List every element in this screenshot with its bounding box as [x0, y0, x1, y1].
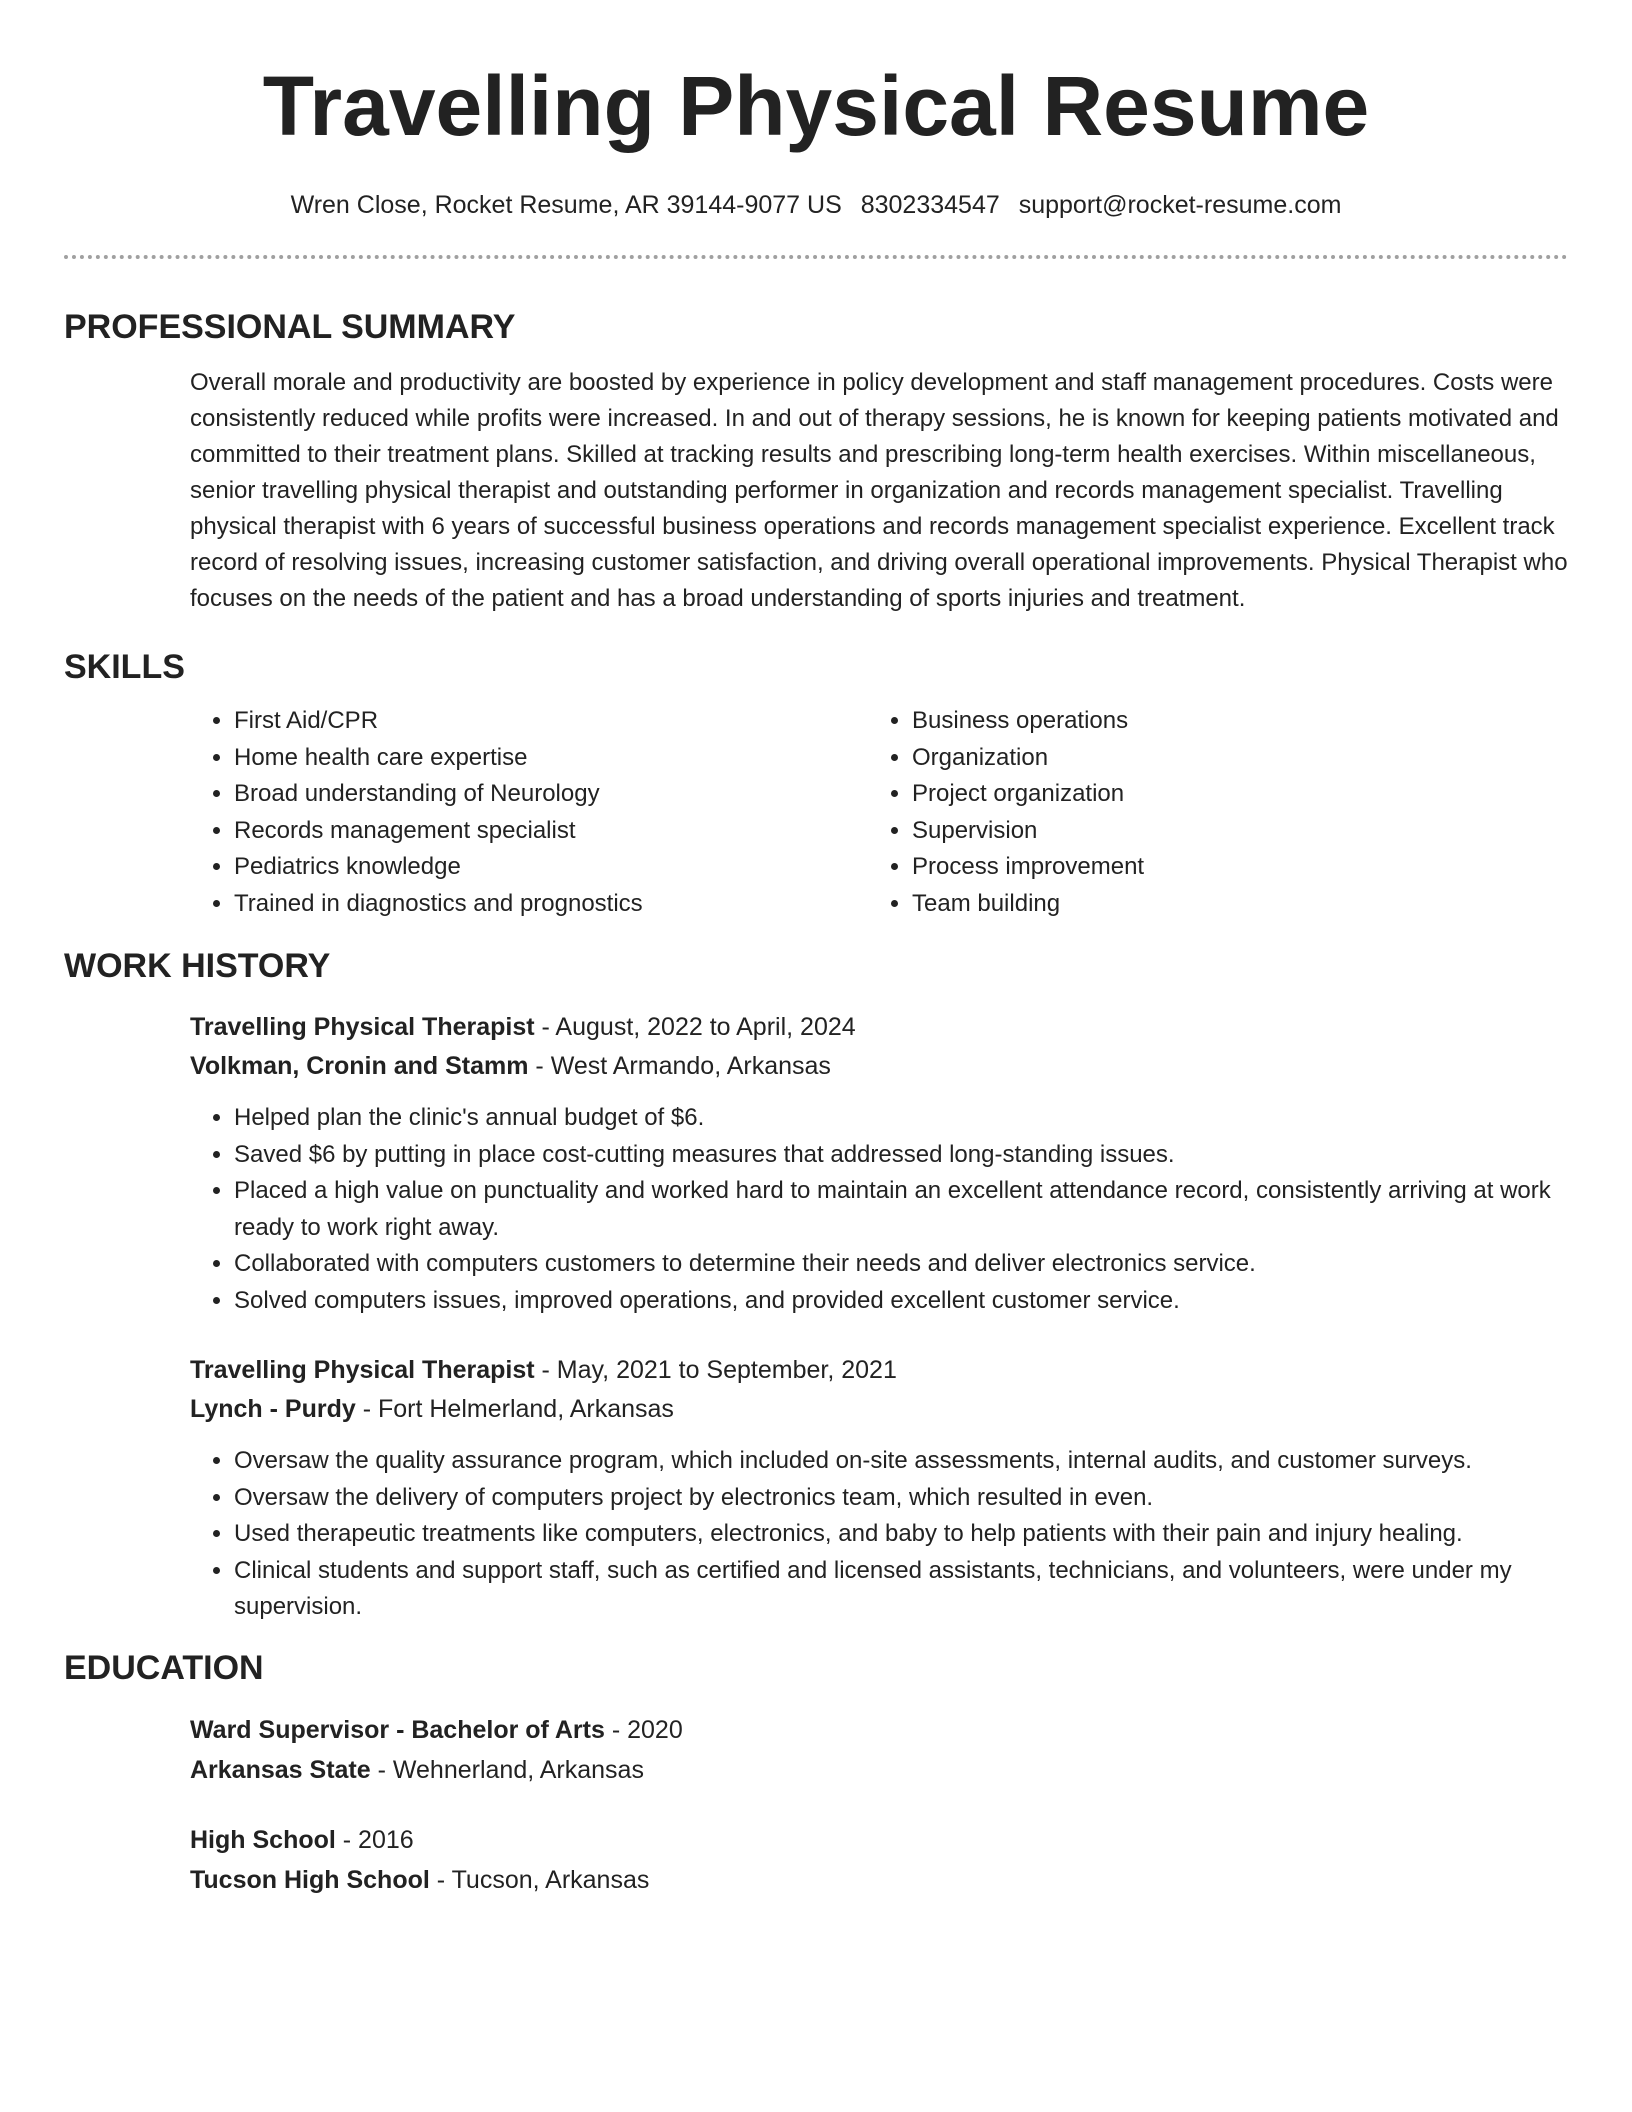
job-dates: - May, 2021 to September, 2021: [534, 1356, 897, 1384]
education-degree-line: [190, 1710, 1568, 1750]
header-divider: [64, 255, 1568, 259]
job-company: Lynch - Purdy: [190, 1395, 356, 1423]
job-location: - Fort Helmerland, Arkansas: [355, 1395, 674, 1423]
skill-item: • Business operations: [912, 703, 1144, 740]
job-bullet: • Collaborated with computers customers to determine their needs and deliver electronics service.: [234, 1246, 1568, 1283]
skill-item: • Broad understanding of Neurology: [234, 776, 868, 813]
job-title-line: [190, 1008, 1568, 1047]
education-degree: Ward Supervisor - Bachelor of Arts: [190, 1715, 605, 1744]
resume-name: Travelling Physical Resume: [262, 59, 1370, 153]
job-entry: [190, 1351, 1568, 1626]
education-year: - 2016: [335, 1825, 414, 1854]
job-company: Volkman, Cronin and Stamm: [190, 1052, 529, 1080]
job-bullets: [190, 1100, 1568, 1319]
job-title-line: [190, 1351, 1568, 1390]
skill-item: • Team building: [912, 886, 1144, 923]
education-degree-line: [190, 1820, 1568, 1860]
contact-address: Wren Close, Rocket Resume, AR 39144-9077 US: [290, 191, 842, 219]
job-company-line: [190, 1047, 1568, 1086]
contact-email: support@rocket-resume.com: [1018, 191, 1342, 219]
skill-item: • Process improvement: [912, 849, 1144, 886]
job-position: Travelling Physical Therapist: [190, 1013, 535, 1041]
skill-item: • Organization: [912, 740, 1144, 777]
education-location: - Wehnerland, Arkansas: [370, 1755, 644, 1784]
job-dates: - August, 2022 to April, 2024: [534, 1013, 856, 1041]
job-bullet: • Used therapeutic treatments like computers, electronics, and baby to help patients with their pain and injury healing.: [234, 1516, 1568, 1553]
skill-item: • Supervision: [912, 813, 1144, 850]
education-location: - Tucson, Arkansas: [429, 1865, 650, 1894]
skill-item: • Pediatrics knowledge: [234, 849, 868, 886]
skills-column-left: [190, 703, 868, 922]
job-bullet: • Solved computers issues, improved operations, and provided excellent customer service.: [234, 1283, 1568, 1320]
skill-item: • First Aid/CPR: [234, 703, 868, 740]
education-school-line: [190, 1860, 1568, 1900]
education-entry: [190, 1820, 1568, 1900]
job-entry: [190, 1008, 1568, 1319]
education-entry: [190, 1710, 1568, 1790]
skills-column-right: [868, 703, 1144, 922]
section-title-summary: PROFESSIONAL SUMMARY: [64, 308, 516, 346]
job-bullet: • Oversaw the quality assurance program, which included on-site assessments, internal audits, and customer surveys.: [234, 1443, 1568, 1480]
contact-phone: 8302334547: [860, 191, 1000, 219]
education-school: Tucson High School: [190, 1865, 430, 1894]
job-bullet: • Clinical students and support staff, such as certified and licensed assistants, technicians, and volunteers, were under my supervision.: [234, 1553, 1568, 1626]
section-title-skills: SKILLS: [64, 648, 185, 686]
job-bullet: • Placed a high value on punctuality and worked hard to maintain an excellent attendance record, consistently arriving at work ready to work right away.: [234, 1173, 1568, 1246]
section-title-education: EDUCATION: [64, 1648, 264, 1687]
job-bullet: • Oversaw the delivery of computers project by electronics team, which resulted in even.: [234, 1480, 1568, 1517]
education-year: - 2020: [604, 1715, 683, 1744]
skill-item: • Trained in diagnostics and prognostics: [234, 886, 868, 923]
job-location: - West Armando, Arkansas: [528, 1052, 831, 1080]
skill-item: • Project organization: [912, 776, 1144, 813]
summary-text: Overall morale and productivity are boosted by experience in policy development and staff management procedures. Costs were consistently reduced while profits were increased. In and out of therapy sessions, he is known for keeping patients motivated and committed to their treatment plans. Skilled at tracking results and prescribing long-term health exercises. Within miscellaneous, senior travelling physical therapist and outstanding performer in organization and records management specialist. Travelling physical therapist with 6 years of successful business operations and records management specialist experience. Excellent track record of resolving issues, increasing customer satisfaction, and driving overall operational improvements. Physical Therapist who focuses on the needs of the patient and has a broad understanding of sports injuries and treatment.: [190, 369, 1568, 612]
contact-line: [64, 188, 1568, 222]
section-title-work: WORK HISTORY: [64, 947, 331, 985]
job-bullet: • Helped plan the clinic's annual budget of $6.: [234, 1100, 1568, 1137]
job-position: Travelling Physical Therapist: [190, 1356, 535, 1384]
skill-item: • Home health care expertise: [234, 740, 868, 777]
education-degree: High School: [190, 1825, 336, 1854]
skills-list: [190, 703, 1568, 922]
education-school: Arkansas State: [190, 1755, 371, 1784]
skill-item: • Records management specialist: [234, 813, 868, 850]
job-company-line: [190, 1390, 1568, 1429]
job-bullets: [190, 1443, 1568, 1626]
education-school-line: [190, 1750, 1568, 1790]
job-bullet: • Saved $6 by putting in place cost-cutting measures that addressed long-standing issues.: [234, 1137, 1568, 1174]
